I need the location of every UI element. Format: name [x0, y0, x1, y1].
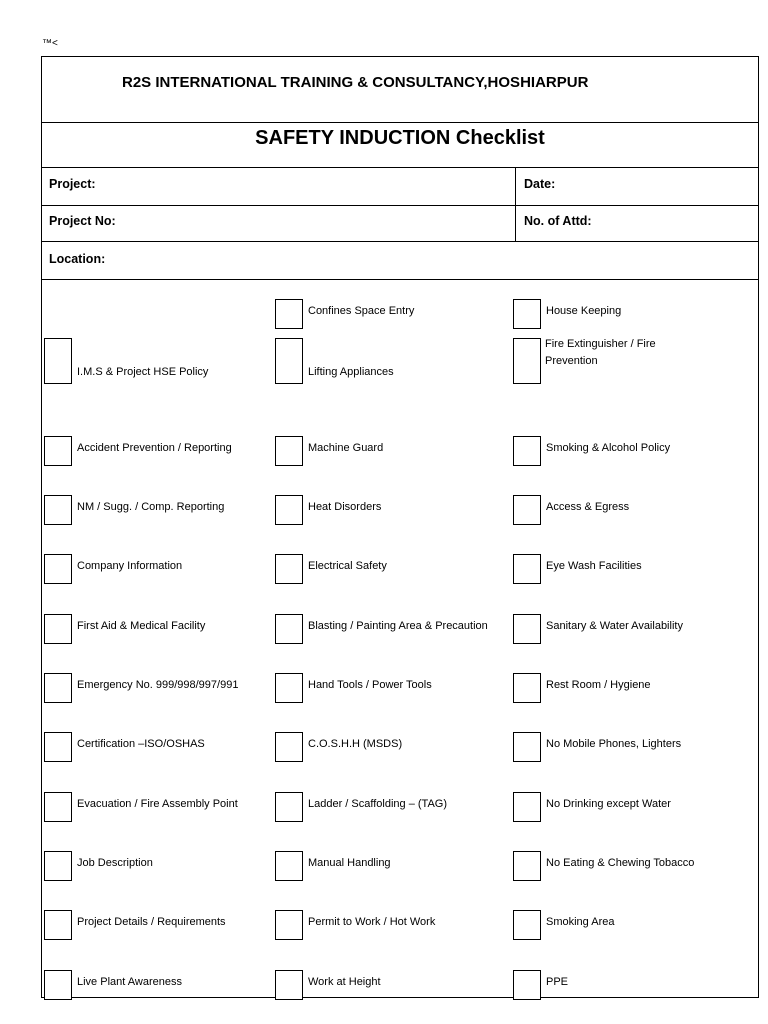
checkbox[interactable] — [275, 338, 303, 384]
checklist-item-label: NM / Sugg. / Comp. Reporting — [77, 501, 225, 513]
checklist-item-label: Project Details / Requirements — [77, 916, 226, 928]
checkbox[interactable] — [44, 554, 72, 584]
checklist-item-label: Manual Handling — [308, 857, 391, 869]
checklist-item-label: Ladder / Scaffolding – (TAG) — [308, 798, 447, 810]
checklist-item-label: Heat Disorders — [308, 501, 382, 513]
checkbox[interactable] — [513, 299, 541, 329]
checklist-item-label: Smoking Area — [546, 916, 615, 928]
checklist-item-label: House Keeping — [546, 305, 622, 317]
project-no-row — [42, 206, 758, 242]
checkbox[interactable] — [44, 792, 72, 822]
checkbox[interactable] — [513, 851, 541, 881]
checkbox[interactable] — [275, 732, 303, 762]
checkbox[interactable] — [44, 495, 72, 525]
checklist-item-label: Company Information — [77, 560, 183, 572]
checkbox[interactable] — [513, 732, 541, 762]
location-row — [42, 242, 758, 280]
checklist-item-label: Smoking & Alcohol Policy — [546, 442, 671, 454]
checklist-item-label: No Drinking except Water — [546, 798, 671, 810]
checkbox[interactable] — [44, 851, 72, 881]
checkbox[interactable] — [44, 436, 72, 466]
checklist-item-label: Hand Tools / Power Tools — [308, 679, 432, 691]
no-of-attd-label: No. of Attd: — [524, 214, 592, 228]
field-divider — [515, 168, 516, 242]
checklist-item-label: Machine Guard — [308, 442, 384, 454]
checkbox[interactable] — [44, 732, 72, 762]
checklist-item-label: Fire Extinguisher / Fire Prevention — [545, 338, 656, 367]
checklist-item-label: First Aid & Medical Facility — [77, 620, 206, 632]
checklist-item-label: Confines Space Entry — [308, 305, 415, 317]
checklist-item-label: Evacuation / Fire Assembly Point — [77, 798, 238, 810]
checklist-item-label: Access & Egress — [546, 501, 630, 513]
checklist-item-label: PPE — [546, 976, 569, 988]
checklist-item-label: C.O.S.H.H (MSDS) — [308, 738, 403, 750]
checklist-item-label: Eye Wash Facilities — [546, 560, 642, 572]
checkbox[interactable] — [513, 338, 541, 384]
checklist-item-label: Certification –ISO/OSHAS — [77, 738, 205, 750]
checkbox[interactable] — [44, 673, 72, 703]
checkbox[interactable] — [275, 495, 303, 525]
checklist-item-label: Sanitary & Water Availability — [546, 620, 683, 632]
checklist-item-label: Lifting Appliances — [308, 366, 394, 378]
checklist-item-label: Job Description — [77, 857, 153, 869]
checkbox[interactable] — [275, 910, 303, 940]
checklist-item-label: No Mobile Phones, Lighters — [546, 738, 682, 750]
checklist-item-label: Live Plant Awareness — [77, 976, 182, 988]
checkbox[interactable] — [275, 614, 303, 644]
trademark-mark: ™< — [42, 38, 58, 49]
location-label: Location: — [49, 252, 106, 266]
project-no-label: Project No: — [49, 214, 116, 228]
checkbox[interactable] — [513, 614, 541, 644]
checkbox[interactable] — [275, 970, 303, 1000]
checkbox[interactable] — [513, 436, 541, 466]
checklist-form — [41, 56, 759, 998]
form-title: SAFETY INDUCTION Checklist — [255, 127, 545, 149]
project-label: Project: — [49, 177, 96, 191]
checkbox[interactable] — [44, 614, 72, 644]
checklist-item-label: Permit to Work / Hot Work — [308, 916, 436, 928]
checklist-item-label: No Eating & Chewing Tobacco — [546, 857, 695, 869]
checkbox[interactable] — [275, 554, 303, 584]
checkbox[interactable] — [275, 299, 303, 329]
checkbox[interactable] — [513, 495, 541, 525]
checkbox[interactable] — [513, 554, 541, 584]
checkbox[interactable] — [513, 673, 541, 703]
checkbox[interactable] — [513, 910, 541, 940]
date-label: Date: — [524, 177, 556, 191]
company-header-row — [42, 57, 758, 123]
checkbox[interactable] — [44, 338, 72, 384]
checklist-item-label: Emergency No. 999/998/997/991 — [77, 679, 239, 691]
checklist-item-label: I.M.S & Project HSE Policy — [77, 366, 209, 378]
checkbox[interactable] — [275, 851, 303, 881]
checkbox[interactable] — [44, 970, 72, 1000]
checkbox[interactable] — [275, 792, 303, 822]
checkbox[interactable] — [275, 436, 303, 466]
checkbox[interactable] — [513, 792, 541, 822]
checkbox[interactable] — [513, 970, 541, 1000]
checklist-item-label: Blasting / Painting Area & Precaution — [308, 620, 488, 632]
checklist-item-label: Accident Prevention / Reporting — [77, 442, 232, 454]
checklist-item-label: Electrical Safety — [308, 560, 387, 572]
checklist-item-label: Work at Height — [308, 976, 381, 988]
company-name: R2S INTERNATIONAL TRAINING & CONSULTANCY,HOSHIARPUR — [122, 74, 589, 91]
checkbox[interactable] — [275, 673, 303, 703]
checklist-item-label: Rest Room / Hygiene — [546, 679, 651, 691]
checkbox[interactable] — [44, 910, 72, 940]
project-row — [42, 168, 758, 206]
